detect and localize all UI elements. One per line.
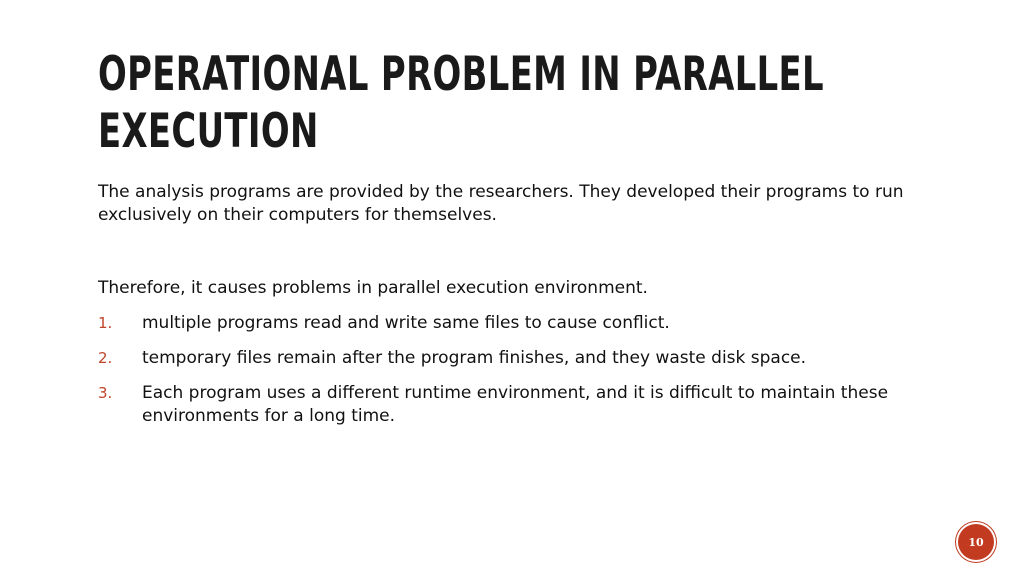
list-item	[98, 382, 958, 428]
problem-list	[98, 312, 958, 440]
problem-statement: Therefore, it causes problems in parallel execution environment.	[98, 278, 648, 298]
list-item	[98, 312, 958, 335]
page-number: 10	[968, 535, 984, 549]
list-item	[98, 347, 958, 370]
list-number: 1.	[98, 314, 113, 332]
list-number: 2.	[98, 349, 113, 367]
slide-title: OPERATIONAL PROBLEM IN PARALLEL EXECUTION	[98, 47, 824, 159]
page-number-badge	[958, 524, 994, 560]
list-number: 3.	[98, 384, 113, 402]
list-item-text: temporary files remain after the program finishes, and they waste disk space.	[142, 348, 807, 368]
list-item-text: Each program uses a different runtime environment, and it is difficult to maintain these environments for a long time.	[142, 383, 889, 426]
list-item-text: multiple programs read and write same files to cause conflict.	[142, 313, 670, 333]
intro-paragraph: The analysis programs are provided by the researchers. They developed their programs to run exclusively on their computers for themselves.	[98, 182, 904, 225]
